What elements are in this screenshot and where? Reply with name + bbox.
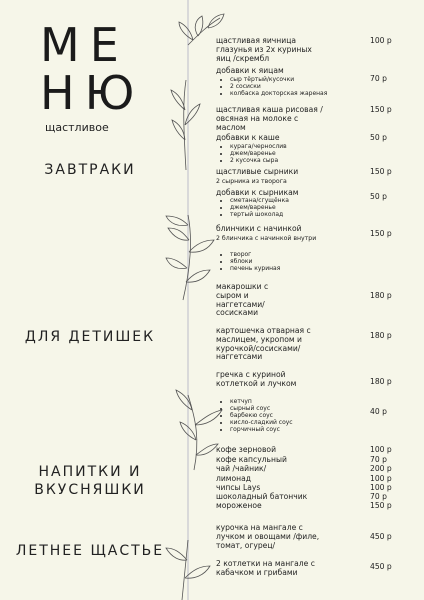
leaf-decoration-icon [138, 0, 228, 600]
list-item: • яблоки [230, 258, 280, 265]
item-name: кофе зерновой [216, 445, 277, 454]
list-item: • кетчуп [230, 398, 293, 405]
section-breakfast: ЗАВТРАКИ [44, 162, 136, 178]
item-name: 2 блинчика с начинкой внутри [216, 235, 317, 242]
sublist-syrniki [222, 197, 289, 218]
item-name: блинчики с начинкой [216, 224, 302, 233]
item-price: 450 р [370, 562, 392, 571]
item-name: кофе капсульный [216, 455, 287, 464]
item-name: добавки к каше [216, 133, 280, 142]
item-price: 100 р [370, 474, 392, 483]
list-item: • барбекю соус [230, 412, 293, 419]
item-price: 150 р [370, 105, 392, 114]
sublist-porridge [222, 143, 287, 164]
item-price: 50 р [370, 133, 387, 142]
item-price: 180 р [370, 331, 392, 340]
section-drinks: НАПИТКИ И ВКУСНЯШКИ [34, 464, 146, 498]
item-name: картошечка отварная с маслицем, укропом и курочкой/сосисками/ наггетсами [216, 326, 311, 362]
list-item: • курага/чернослив [230, 143, 287, 150]
list-item: • тертый шоколад [230, 211, 289, 218]
item-name: добавки к яицам [216, 66, 284, 75]
item-price: 100 р [370, 483, 392, 492]
item-name: добавки к сырникам [216, 188, 299, 197]
list-item: • печень куриная [230, 265, 280, 272]
item-price: 200 р [370, 464, 392, 473]
item-name: шоколадный батончик [216, 492, 308, 501]
item-price: 180 р [370, 377, 392, 386]
menu-title-line1: МЕ [40, 18, 129, 72]
item-price: 450 р [370, 532, 392, 541]
item-name: лимонад [216, 474, 252, 483]
list-item: • сырный соус [230, 405, 293, 412]
item-name: щастливая каша рисовая / овсяная на молоке с маслом [216, 105, 323, 132]
sublist-sauces [222, 398, 293, 433]
item-name: 2 котлетки на мангале с кабачком и грибами [216, 559, 315, 577]
list-item: • джем/варенье [230, 150, 287, 157]
list-item: • горчичный соус [230, 426, 293, 433]
menu-subtitle: щастливое [45, 121, 109, 134]
menu-title-line2: НЮ [40, 66, 145, 120]
item-price: 150 р [370, 229, 392, 238]
list-item: • творог [230, 251, 280, 258]
item-name: мороженое [216, 501, 262, 510]
item-name: гречка с куриной котлеткой и лучком [216, 370, 297, 388]
item-name: щастливая яичница [216, 36, 297, 45]
item-price: 70 р [370, 492, 387, 501]
sublist-eggs [222, 76, 327, 97]
item-price: 100 р [370, 445, 392, 454]
item-name: макарошки с сыром и наггетсами/ сосисками [216, 282, 269, 318]
sublist-pancakes [222, 251, 280, 272]
list-item: • 2 кусочка сыра [230, 157, 287, 164]
list-item: • джем/варенье [230, 204, 289, 211]
item-price: 180 р [370, 291, 392, 300]
item-price: 100 р [370, 36, 392, 45]
item-price: 70 р [370, 455, 387, 464]
item-name: щастливые сырники [216, 167, 299, 176]
section-summer: ЛЕТНЕЕ ЩАСТЬЕ [15, 543, 165, 559]
item-price: 150 р [370, 167, 392, 176]
list-item: • кисло-сладкий соус [230, 419, 293, 426]
item-name: курочка на мангале с лучком и овощами /филе, томат, огурец/ [216, 523, 320, 550]
item-price: 150 р [370, 501, 392, 510]
section-kids: ДЛЯ ДЕТИШЕК [24, 329, 156, 345]
item-name: чипсы Lays [216, 483, 261, 492]
item-price: 40 р [370, 407, 387, 416]
list-item: • колбаска докторская жареная [230, 90, 327, 97]
item-price: 70 р [370, 74, 387, 83]
list-item: • сыр тёртый/кусочки [230, 76, 327, 83]
item-name: глазунья из 2х куриных яиц /скрембл [216, 45, 312, 63]
item-price: 50 р [370, 192, 387, 201]
item-name: чай /чайник/ [216, 464, 267, 473]
item-name: 2 сырника из творога [216, 178, 287, 185]
list-item: • 2 сосиски [230, 83, 327, 90]
list-item: • сметана/сгущёнка [230, 197, 289, 204]
